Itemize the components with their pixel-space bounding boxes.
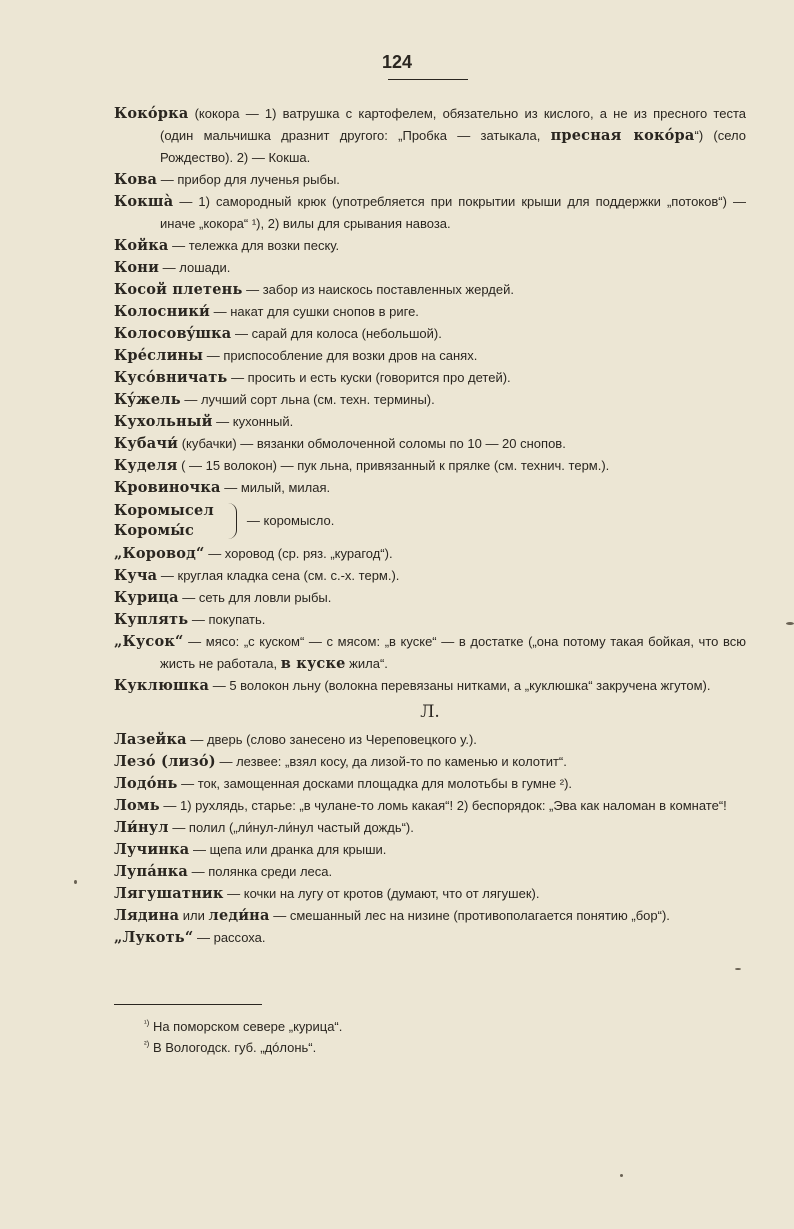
entry-headword: Кокóрка — [114, 105, 189, 122]
entry-headword: Курица — [114, 589, 179, 606]
entry-headword: Лодóнь — [114, 775, 178, 792]
entry-headword: Куделя — [114, 457, 178, 474]
dictionary-entry — [114, 773, 746, 795]
dictionary-entry — [114, 905, 746, 927]
entry-headword: Кусóвничать — [114, 369, 228, 386]
entry-definition: — 1) самородный крюк (употребляется при покрытии крыши для поддержки „потоков“) — иначе „кокора“ ¹), 2) вилы для срывания навоза. — [160, 194, 746, 231]
footnote — [144, 1037, 704, 1058]
entry-headword: Кокшà — [114, 193, 174, 210]
dictionary-entry — [114, 795, 746, 817]
entry-definition: “) (село Рождество). 2) — Кокша. — [160, 128, 747, 165]
curly-brace — [228, 503, 237, 539]
dictionary-entry — [114, 235, 746, 257]
entry-headword: в куске — [280, 655, 346, 672]
footnote-text: В Вологодск. губ. „дóлонь“. — [149, 1040, 317, 1055]
entries-list-k — [114, 103, 746, 499]
paper-speck — [620, 1174, 623, 1177]
entry-definition: — кухонный. — [212, 414, 294, 429]
dictionary-entry — [114, 279, 746, 301]
paper-speck — [74, 880, 77, 884]
entry-headword: „Коровод“ — [114, 545, 205, 562]
entry-definition: — кочки на лугу от кротов (думают, что от лягушек). — [223, 886, 540, 901]
entry-definition: или — [179, 908, 209, 923]
entry-headword: Коромы́с — [114, 522, 195, 539]
entry-headword: Лазейка — [114, 731, 187, 748]
entry-headword: леди́на — [208, 907, 270, 924]
footnotes — [144, 1016, 704, 1058]
dictionary-entry — [114, 345, 746, 367]
entry-headword: Колосовýшка — [114, 325, 232, 342]
entry-definition: — сарай для колоса (небольшой). — [231, 326, 442, 341]
entry-headword: Кони — [114, 259, 160, 276]
dictionary-entry — [114, 367, 746, 389]
entry-definition: — 5 волокон льну (волокна перевязаны нитками, а „куклюшка“ закручена жгутом). — [209, 678, 711, 693]
dictionary-entry — [114, 191, 746, 235]
entry-headword: Лупáнка — [114, 863, 188, 880]
entry-definition: — дверь (слово занесено из Череповецкого у.). — [186, 732, 477, 747]
footnote-mark: ¹) — [144, 1018, 150, 1028]
entry-headword: Кубачи́ — [114, 435, 179, 452]
entry-definition: — лошади. — [159, 260, 231, 275]
entry-headword: Кухольный — [114, 413, 213, 430]
entry-definition: — приспособление для возки дров на санях. — [203, 348, 478, 363]
entry-headword: Кова — [114, 171, 158, 188]
entry-definition: — щепа или дранка для крыши. — [189, 842, 387, 857]
entries-list-l — [114, 729, 746, 949]
dictionary-entry — [114, 169, 746, 191]
entry-headword: пресная кокóра — [550, 127, 695, 144]
entry-definition: — полил („ли́нул-ли́нул частый дождь“). — [168, 820, 414, 835]
dictionary-entry — [114, 927, 746, 949]
entry-headword: Ломь — [114, 797, 160, 814]
entry-headword: Колосники́ — [114, 303, 210, 320]
dictionary-entry — [114, 609, 746, 631]
entry-definition: — накат для сушки снопов в риге. — [209, 304, 419, 319]
paper-speck — [786, 622, 794, 625]
entry-headword: Лезó (лизó) — [114, 753, 216, 770]
entry-definition: — лучший сорт льна (см. техн. термины). — [180, 392, 435, 407]
dictionary-body — [114, 103, 746, 949]
dictionary-entry — [114, 729, 746, 751]
footnote — [144, 1016, 704, 1037]
entry-definition: — ток, замощенная досками площадка для молотьбы в гумне ²). — [177, 776, 573, 791]
dictionary-entry — [114, 477, 746, 499]
entry-definition: — прибор для лученья рыбы. — [157, 172, 340, 187]
dictionary-entry — [114, 323, 746, 345]
entry-definition: (кокора — 1) ватрушка с картофелем, обязательно из кислого, а не из пресного теста (один мальчишка дразнит другого: „Пробка — затыкала, — [160, 106, 746, 143]
entry-definition: — 1) рухлядь, старье: „в чулане-то ломь какая“! 2) беспорядок: „Эва как наломан в комнате“! — [159, 798, 727, 813]
entry-definition: — коромысло. — [246, 513, 335, 528]
dictionary-entry — [114, 839, 746, 861]
entry-headword: Кровиночка — [114, 479, 221, 496]
dictionary-entry — [114, 675, 746, 697]
entry-headword: Крéслины — [114, 347, 204, 364]
dictionary-entry — [114, 543, 746, 565]
entry-definition: — тележка для возки песку. — [168, 238, 340, 253]
footnote-text: На поморском севере „курица“. — [149, 1019, 343, 1034]
dictionary-entry — [114, 301, 746, 323]
entry-headword: „Кусок“ — [114, 633, 184, 650]
entry-definition: — покупать. — [188, 612, 266, 627]
entry-headword: Лучинка — [114, 841, 190, 858]
entry-definition: ( — 15 волокон) — пук льна, привязанный к прялке (см. технич. терм.). — [177, 458, 610, 473]
dictionary-entry — [114, 433, 746, 455]
dictionary-entry — [114, 565, 746, 587]
dictionary-entry — [114, 817, 746, 839]
entry-headword: Косой плетень — [114, 281, 243, 298]
page-number: 124 — [381, 52, 413, 72]
entry-headword: „Лукоть“ — [114, 929, 194, 946]
entry-definition: — полянка среди леса. — [188, 864, 333, 879]
page-number-underline — [388, 79, 468, 80]
dictionary-entry — [114, 257, 746, 279]
dictionary-entry — [114, 103, 746, 169]
entry-headword: Лягушатник — [114, 885, 224, 902]
dictionary-entry — [114, 631, 746, 675]
entry-headword: Куплять — [114, 611, 189, 628]
section-letter: Л. — [420, 702, 440, 722]
entry-definition: — круглая кладка сена (см. с.-х. терм.). — [157, 568, 400, 583]
entry-definition: жила“. — [345, 656, 388, 671]
dictionary-entry — [114, 883, 746, 905]
entry-definition: — забор из наискось поставленных жердей. — [242, 282, 514, 297]
entry-headword: Коромысел — [114, 502, 214, 519]
dictionary-entry — [114, 411, 746, 433]
dictionary-entry — [114, 389, 746, 411]
entry-definition: — лезвее: „взял косу, да лизой-то по каменью и колотит“. — [215, 754, 567, 769]
entry-definition: — сеть для ловли рыбы. — [178, 590, 332, 605]
paper-speck — [735, 968, 741, 970]
footnote-separator — [114, 1004, 262, 1005]
entry-definition: — смешанный лес на низине (противополагается понятию „бор“). — [269, 908, 670, 923]
dictionary-entry — [114, 587, 746, 609]
entry-definition: — рассоха. — [193, 930, 266, 945]
entry-headword: Кýжель — [114, 391, 181, 408]
brace-headwords — [114, 501, 214, 541]
footnote-mark: ²) — [144, 1039, 150, 1049]
entry-definition: — мясо: „с куском“ — с мясом: „в куске“ — в достатке („она потому такая бойкая, что всю жисть не работала, — [160, 634, 746, 671]
entry-headword: Ли́нул — [114, 819, 169, 836]
brace-entry — [114, 501, 746, 541]
entry-headword: Куча — [114, 567, 158, 584]
entries-list-k-continued — [114, 543, 746, 697]
entry-headword: Куклюшка — [114, 677, 210, 694]
dictionary-entry — [114, 751, 746, 773]
entry-headword: Койка — [114, 237, 169, 254]
entry-definition: (кубачки) — вязанки обмолоченной соломы по 10 — 20 снопов. — [178, 436, 566, 451]
dictionary-entry — [114, 455, 746, 477]
entry-headword: Лядина — [114, 907, 180, 924]
entry-definition: — хоровод (ср. ряз. „курагод“). — [204, 546, 393, 561]
entry-definition: — просить и есть куски (говорится про детей). — [227, 370, 511, 385]
dictionary-entry — [114, 861, 746, 883]
entry-definition: — милый, милая. — [220, 480, 331, 495]
